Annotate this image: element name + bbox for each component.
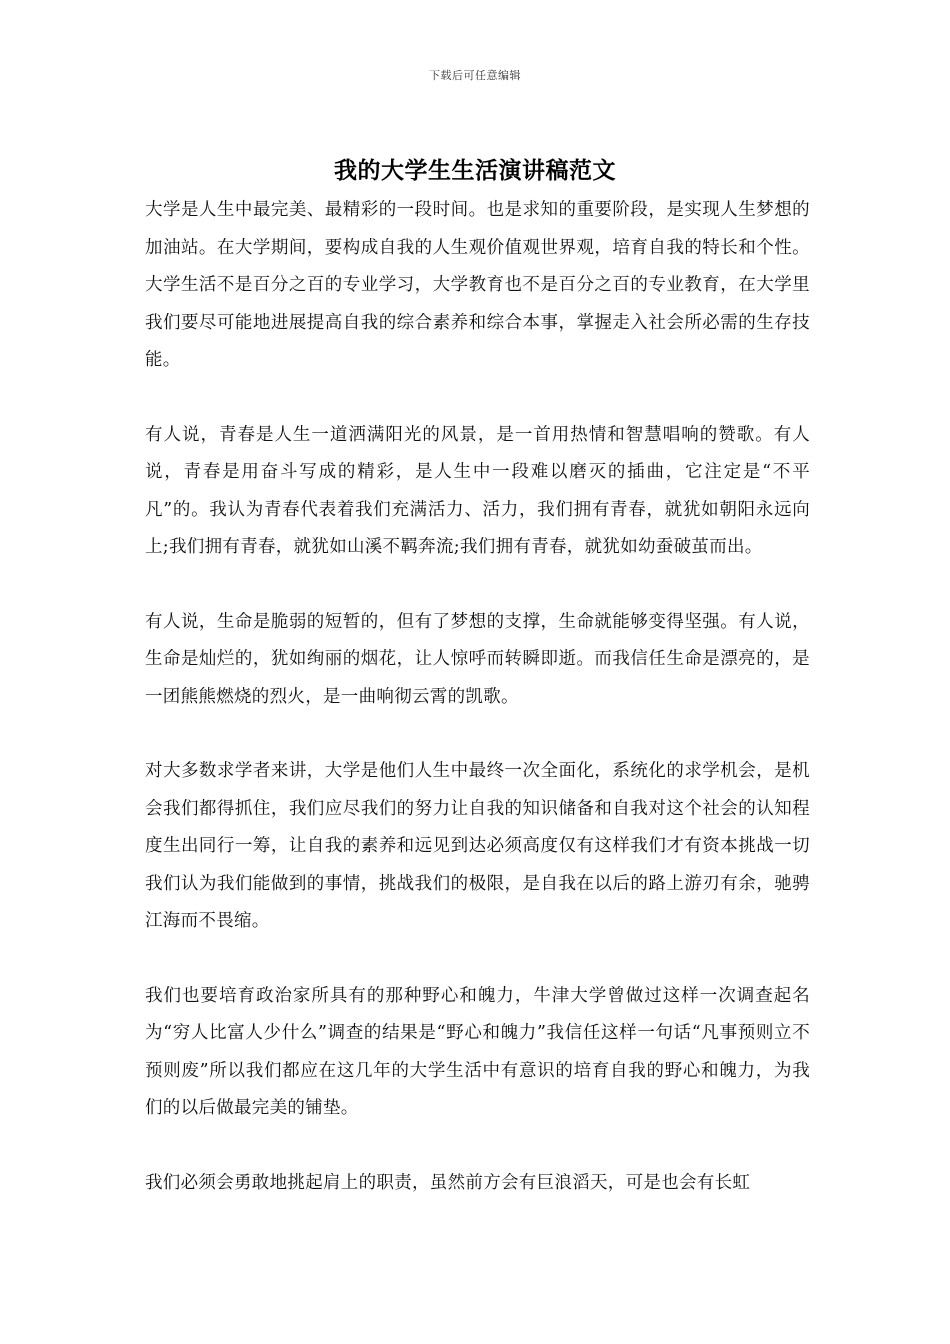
paragraph-1: 大学是人生中最完美、最精彩的一段时间。也是求知的重要阶段，是实现人生梦想的加油站。在大学期间，要构成自我的人生观价值观世界观，培育自我的特长和个性。大学生活不是百分之百的专业学习，大学教育也不是百分之百的专业教育，在大学里我们要尽可能地进展提高自我的综合素养和综合本事，掌握走入社会所必需的生存技能。: [145, 200, 810, 370]
header-note: 下载后可任意编辑: [429, 69, 521, 82]
document-body: [145, 192, 810, 1202]
paragraph-6: 我们必须会勇敢地挑起肩上的职责，虽然前方会有巨浪滔天，可是也会有长虹: [145, 1172, 751, 1193]
document-title: 我的大学生生活演讲稿范文: [334, 157, 616, 184]
paragraph-3: 有人说，生命是脆弱的短暂的，但有了梦想的支撑，生命就能够变得坚强。有人说，生命是灿烂的，犹如绚丽的烟花，让人惊呼而转瞬即逝。而我信任生命是漂亮的，是一团熊熊燃烧的烈火，是一曲响彻云霄的凯歌。: [145, 611, 810, 707]
paragraph-4: 对大多数求学者来讲，大学是他们人生中最终一次全面化，系统化的求学机会，是机会我们都得抓住，我们应尽我们的努力让自我的知识储备和自我对这个社会的认知程度生出同行一筹，让自我的素养和远见到达必须高度仅有这样我们才有资本挑战一切我们认为我们能做到的事情，挑战我们的极限，是自我在以后的路上游刃有余，驰骋江海而不畏缩。: [145, 761, 810, 931]
paragraph-5: 我们也要培育政治家所具有的那种野心和魄力，牛津大学曾做过这样一次调查起名为“穷人比富人少什么”调查的结果是“野心和魄力”我信任这样一句话“凡事预则立不预则废”所以我们都应在这几年的大学生活中有意识的培育自我的野心和魄力，为我们的以后做最完美的铺垫。: [145, 985, 810, 1118]
paragraph-2: 有人说，青春是人生一道洒满阳光的风景，是一首用热情和智慧唱响的赞歌。有人说，青春是用奋斗写成的精彩，是人生中一段难以磨灭的插曲，它注定是“不平凡”的。我认为青春代表着我们充满活力、活力，我们拥有青春，就犹如朝阳永远向上;我们拥有青春，就犹如山溪不羁奔流;我们拥有青春，就犹如幼蚕破茧而出。: [145, 424, 810, 557]
